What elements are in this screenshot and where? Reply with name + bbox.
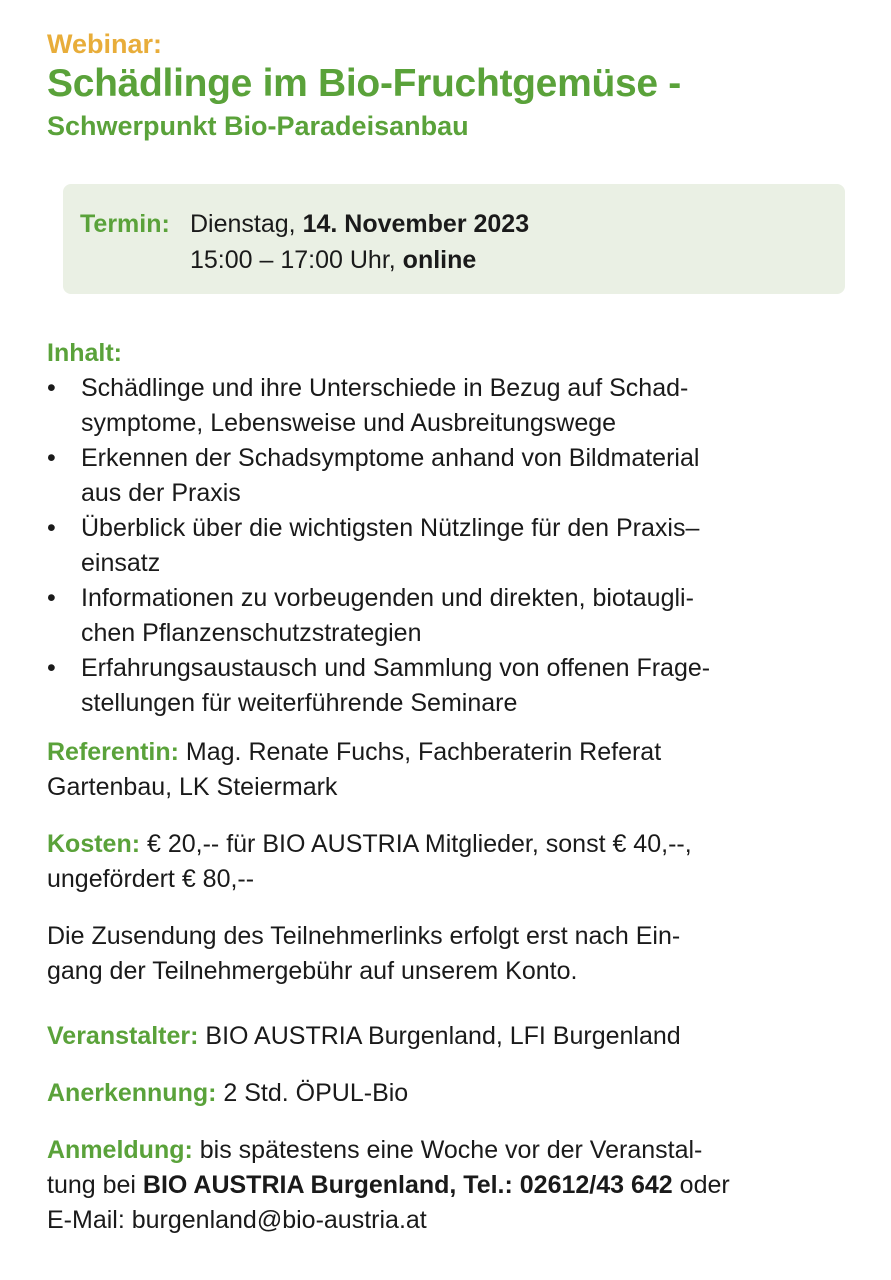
list-item: • Überblick über die wichtigsten Nützlinge für den Praxis– einsatz	[47, 511, 857, 581]
kosten-line2: ungefördert € 80,--	[47, 865, 255, 893]
anerkennung-label: Anerkennung:	[47, 1079, 217, 1107]
referentin-line2: Gartenbau, LK Steiermark	[47, 773, 338, 801]
veranstalter-label: Veranstalter:	[47, 1022, 199, 1050]
list-item: • Informationen zu vorbeugenden und direkten, biotaugli- chen Pflanzenschutzstrategien	[47, 581, 857, 651]
page-title: Schädlinge im Bio-Fruchtgemüse -	[47, 62, 681, 105]
zusendung-section	[47, 919, 857, 989]
anmeldung-section	[47, 1133, 857, 1238]
anmeldung-label: Anmeldung:	[47, 1136, 193, 1164]
referentin-label: Referentin:	[47, 738, 179, 766]
veranstalter-text: BIO AUSTRIA Burgenland, LFI Burgenland	[198, 1022, 681, 1050]
termin-time-value: 15:00 – 17:00 Uhr,	[190, 246, 396, 274]
kosten-label: Kosten:	[47, 830, 141, 858]
zusendung-line1: Die Zusendung des Teilnehmerlinks erfolgt erst nach Ein-	[47, 922, 681, 950]
referentin-line1: Mag. Renate Fuchs, Fachberaterin Referat	[178, 738, 662, 766]
termin-date-value: 14. November 2023	[302, 210, 530, 238]
inhalt-list	[47, 371, 857, 721]
termin-label: Termin:	[80, 210, 170, 238]
anerkennung-text: 2 Std. ÖPUL-Bio	[216, 1079, 409, 1107]
event-type: Webinar:	[47, 29, 163, 59]
termin-row-date	[80, 206, 845, 242]
termin-box	[63, 184, 845, 294]
kosten-line1: € 20,-- für BIO AUSTRIA Mitglieder, sonst € 40,--,	[140, 830, 692, 858]
anmeldung-line2-pre: tung bei	[47, 1171, 143, 1199]
zusendung-line2: gang der Teilnehmergebühr auf unserem Konto.	[47, 957, 578, 985]
termin-row-time	[80, 242, 845, 278]
termin-date	[190, 206, 529, 242]
kosten-section	[47, 827, 857, 897]
termin-day: Dienstag,	[190, 210, 296, 238]
page-subtitle: Schwerpunkt Bio-Paradeisanbau	[47, 111, 469, 141]
inhalt-label: Inhalt:	[47, 339, 122, 367]
termin-time	[190, 242, 476, 278]
list-item: • Schädlinge und ihre Unterschiede in Bezug auf Schad- symptome, Lebensweise und Ausbreitungswege	[47, 371, 857, 441]
termin-mode: online	[402, 246, 477, 274]
veranstalter-section	[47, 1019, 857, 1054]
anmeldung-email[interactable]: E-Mail: burgenland@bio-austria.at	[47, 1206, 427, 1234]
referentin-section	[47, 735, 857, 805]
flyer-page	[47, 28, 857, 1238]
list-item: • Erfahrungsaustausch und Sammlung von offenen Frage- stellungen für weiterführende Seminare	[47, 651, 857, 721]
anmeldung-line1: bis spätestens eine Woche vor der Veranstal-	[192, 1136, 703, 1164]
anerkennung-section	[47, 1076, 857, 1111]
inhalt-section	[47, 336, 857, 721]
anmeldung-contact: BIO AUSTRIA Burgenland, Tel.: 02612/43 642	[142, 1171, 673, 1199]
anmeldung-line2-post: oder	[672, 1171, 730, 1199]
list-item: • Erkennen der Schadsymptome anhand von Bildmaterial aus der Praxis	[47, 441, 857, 511]
